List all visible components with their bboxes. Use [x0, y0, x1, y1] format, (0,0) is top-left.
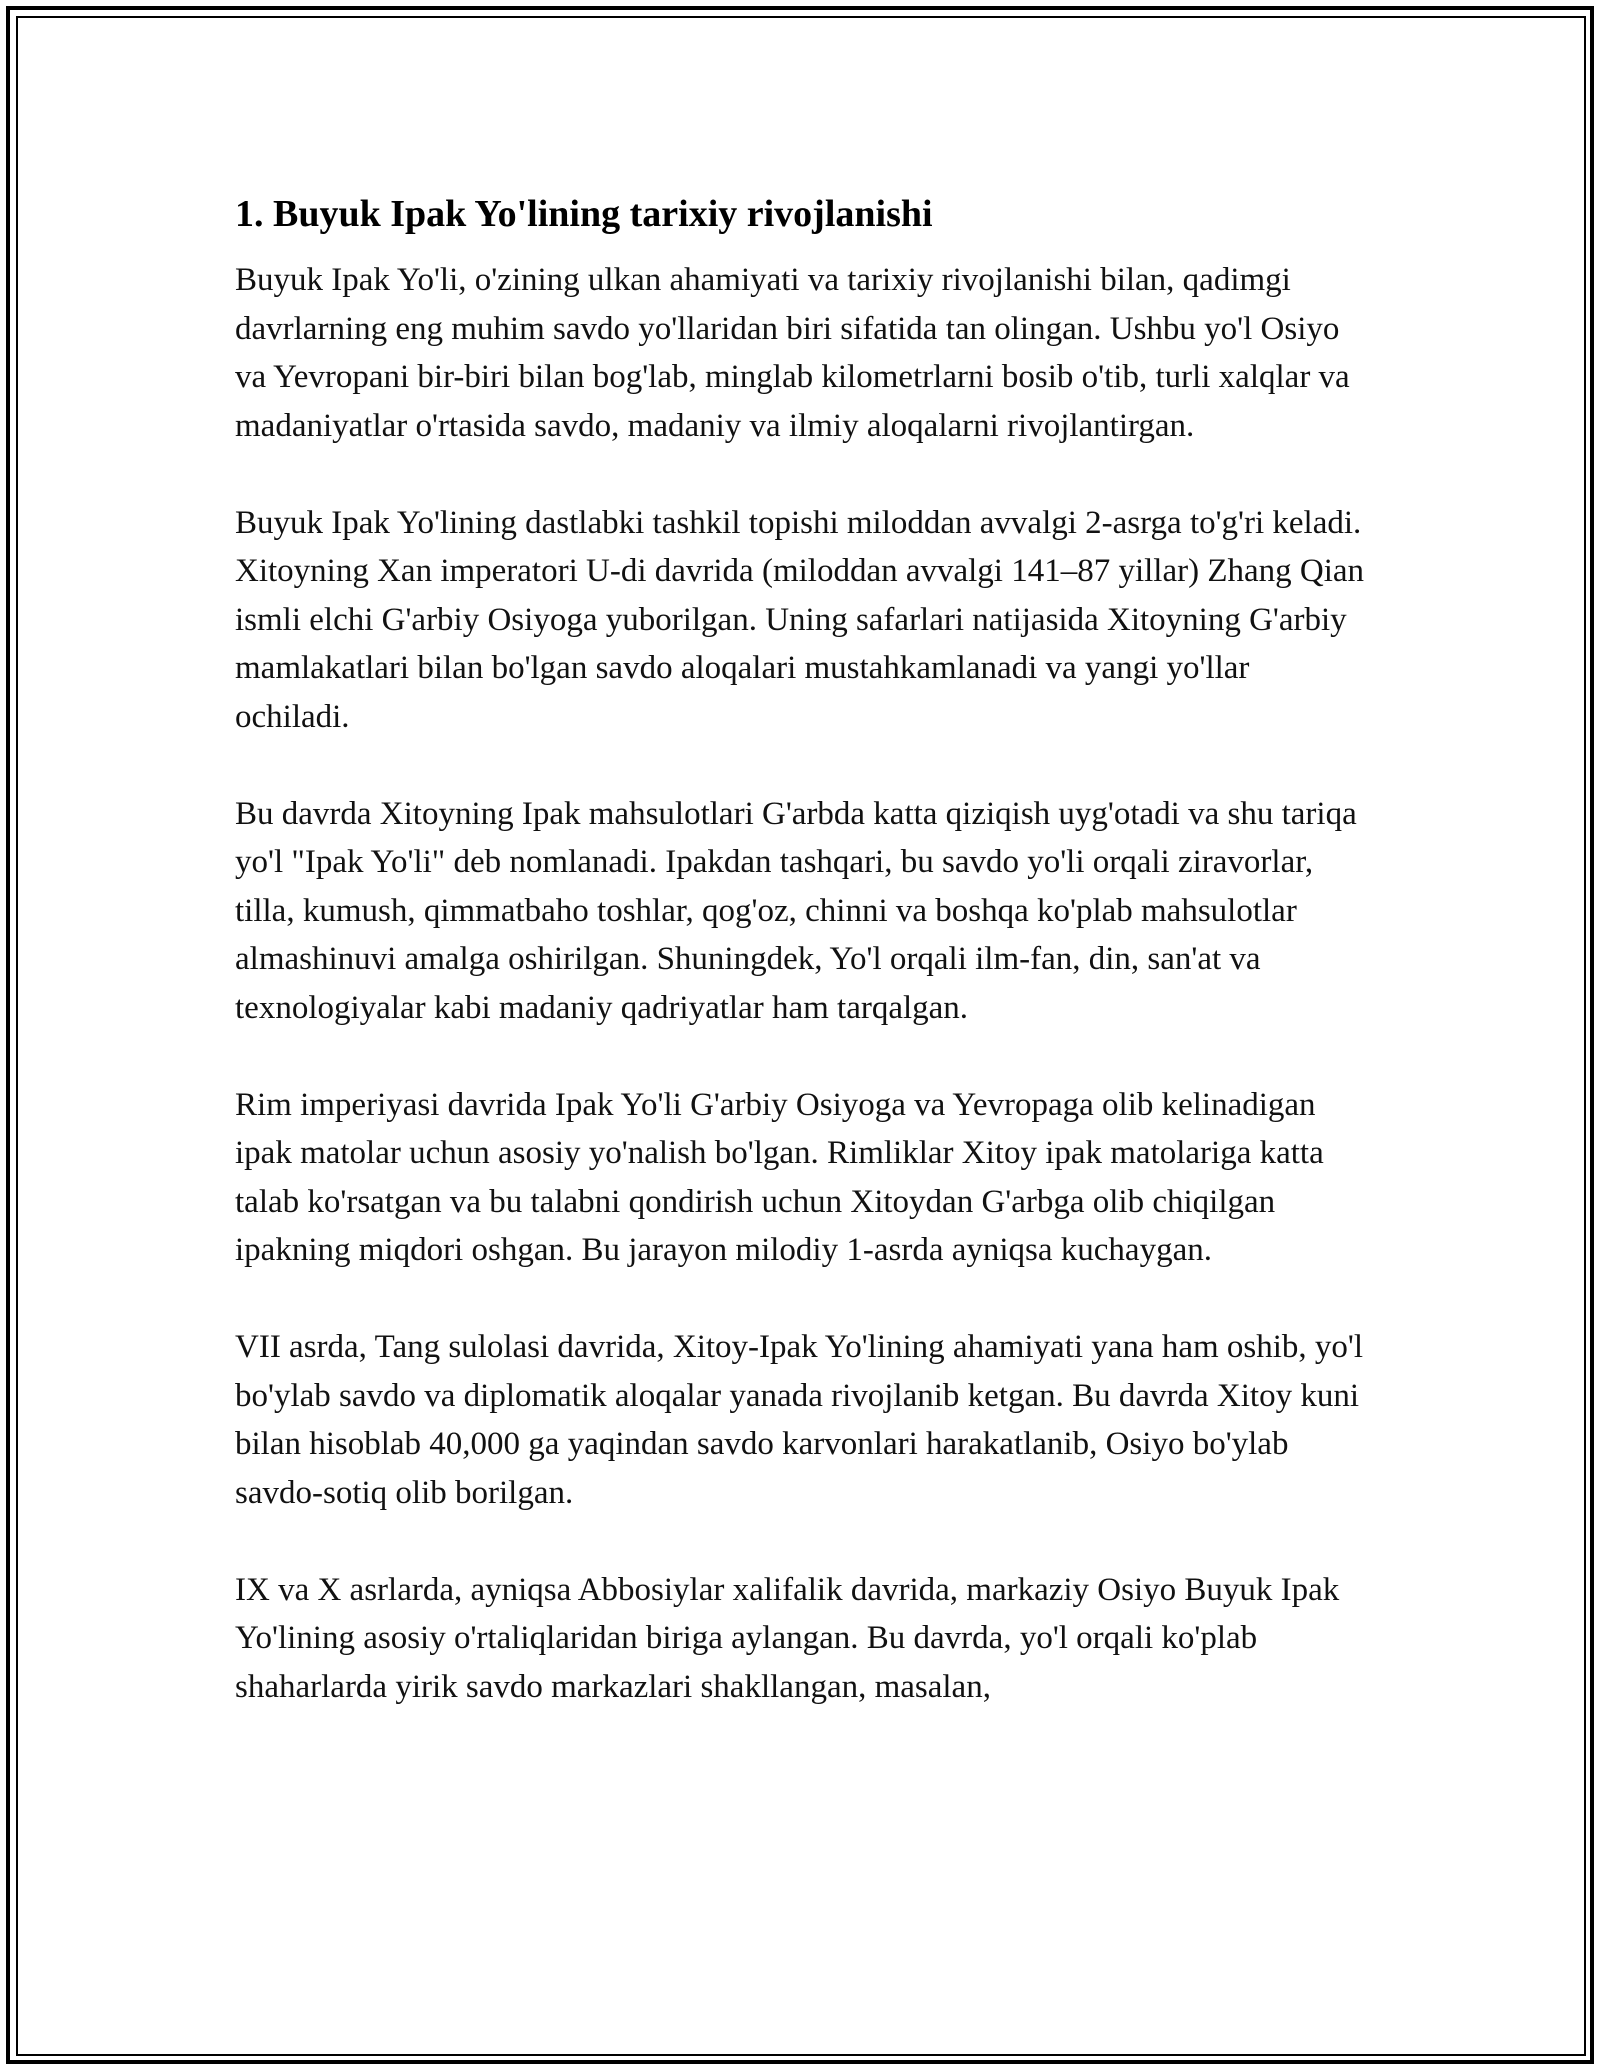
- paragraph-5: VII asrda, Tang sulolasi davrida, Xitoy-Ipak Yo'lining ahamiyati yana ham oshib, yo'l bo'ylab savdo va diplomatik aloqalar yanada rivojlanib ketgan. Bu davrda Xitoy kuni bilan hisoblab 40,000 ga yaqindan savdo karvonlari harakatlanib, Osiyo bo'ylab savdo-sotiq olib borilgan.: [235, 1329, 1364, 1511]
- paragraph-4: Rim imperiyasi davrida Ipak Yo'li G'arbiy Osiyoga va Yevropaga olib kelinadigan ipak matolar uchun asosiy yo'nalish bo'lgan. Rimliklar Xitoy ipak matolariga katta talab ko'rsatgan va bu talabni qondirish uchun Xitoydan G'arbga olib chiqilgan ipakning miqdori oshgan. Bu jarayon milodiy 1-asrda ayniqsa kuchaygan.: [235, 1086, 1324, 1268]
- paragraph-6: IX va X asrlarda, ayniqsa Abbosiylar xalifalik davrida, markaziy Osiyo Buyuk Ipak Yo'lining asosiy o'rtaliqlaridan biriga aylangan. Bu davrda, yo'l orqali ko'plab shaharlarda yirik savdo markazlari shakllangan, masalan,: [235, 1571, 1340, 1705]
- document-body: [235, 188, 1365, 1760]
- paragraph-2: Buyuk Ipak Yo'lining dastlabki tashkil topishi miloddan avvalgi 2-asrga to'g'ri keladi. Xitoyning Xan imperatori U-di davrida (miloddan avvalgi 141–87 yillar) Zhang Qian ismli elchi G'arbiy Osiyoga yuborilgan. Uning safarlari natijasida Xitoyning G'arbiy mamlakatlari bilan bo'lgan savdo aloqalari mustahkamlanadi va yangi yo'llar ochiladi.: [235, 504, 1365, 735]
- paragraph-3: Bu davrda Xitoyning Ipak mahsulotlari G'arbda katta qiziqish uyg'otadi va shu tariqa yo'l "Ipak Yo'li" deb nomlanadi. Ipakdan tashqari, bu savdo yo'li orqali ziravorlar, tilla, kumush, qimmatbaho toshlar, qog'oz, chinni va boshqa ko'plab mahsulotlar almashinuvi amalga oshirilgan. Shuningdek, Yo'l orqali ilm-fan, din, san'at va texnologiyalar kabi madaniy qadriyatlar ham tarqalgan.: [235, 795, 1357, 1026]
- section-heading: 1. Buyuk Ipak Yo'lining tarixiy rivojlanishi: [235, 193, 933, 235]
- paragraph-1: Buyuk Ipak Yo'li, o'zining ulkan ahamiyati va tarixiy rivojlanishi bilan, qadimgi davrlarning eng muhim savdo yo'llaridan biri sifatida tan olingan. Ushbu yo'l Osiyo va Yevropani bir-biri bilan bog'lab, minglab kilometrlarni bosib o'tib, turli xalqlar va madaniyatlar o'rtasida savdo, madaniy va ilmiy aloqalarni rivojlantirgan.: [235, 262, 1350, 444]
